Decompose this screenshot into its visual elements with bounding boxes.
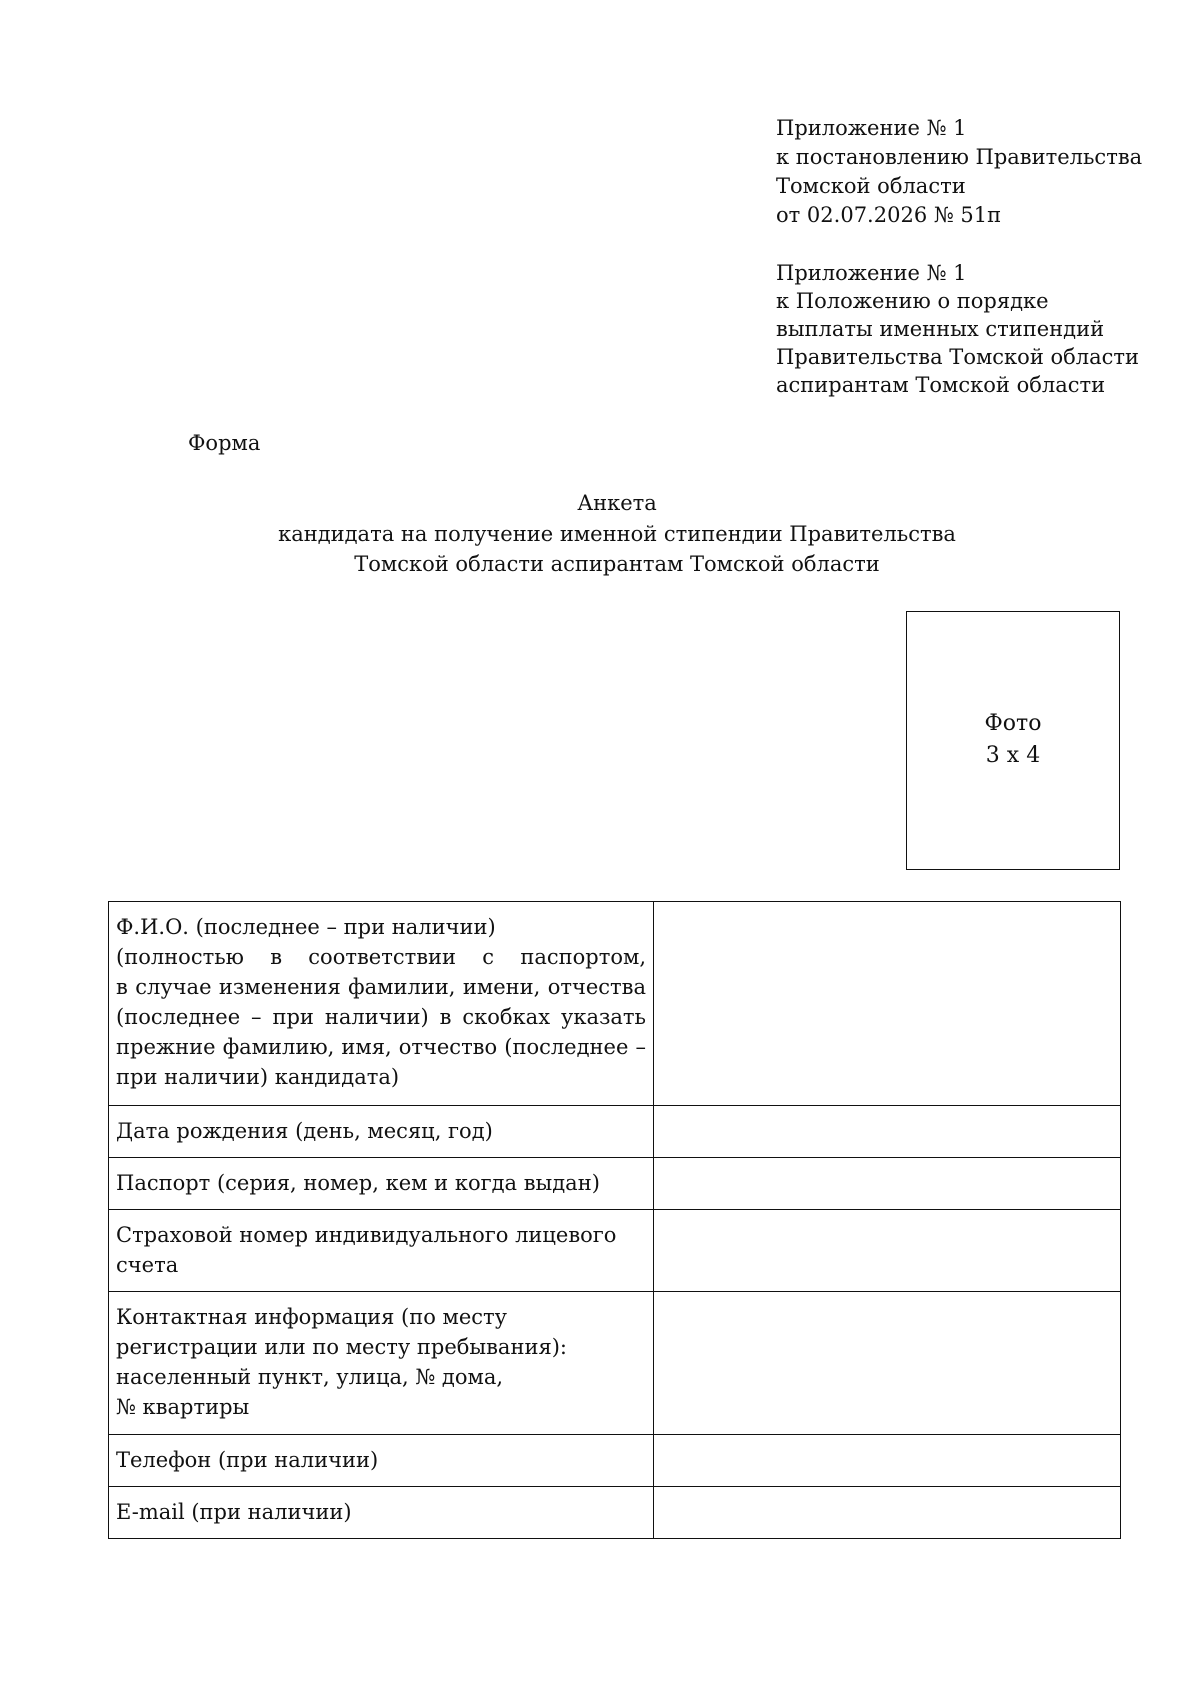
table-row-contact bbox=[109, 1292, 1121, 1435]
fio-label-line: Ф.И.О. (последнее – при наличии) bbox=[116, 915, 496, 939]
form-label: Форма bbox=[188, 431, 261, 455]
title-line-1: Анкета bbox=[577, 491, 657, 515]
title-line-2: кандидата на получение именной стипендии Правительства bbox=[278, 522, 956, 546]
fio-label-line: (последнее – при наличии) в скобках указать bbox=[116, 1005, 646, 1029]
appendix1-line-3: Томской области bbox=[776, 174, 966, 198]
appendix2-line-1: Приложение № 1 bbox=[776, 261, 967, 285]
snils-value-field[interactable] bbox=[654, 1210, 1121, 1292]
fio-label-line: прежние фамилию, имя, отчество (последнее – bbox=[116, 1035, 646, 1059]
email-label-line: E-mail (при наличии) bbox=[116, 1500, 352, 1524]
email-label bbox=[109, 1487, 654, 1539]
contact-label-line: населенный пункт, улица, № дома, bbox=[116, 1365, 504, 1389]
contact-label-line: регистрации или по месту пребывания): bbox=[116, 1335, 567, 1359]
appendix1-line-1: Приложение № 1 bbox=[776, 116, 967, 140]
title-line-3: Томской области аспирантам Томской области bbox=[354, 552, 880, 576]
birthdate-label bbox=[109, 1106, 654, 1158]
passport-label bbox=[109, 1158, 654, 1210]
table-row-phone bbox=[109, 1435, 1121, 1487]
table-row-email bbox=[109, 1487, 1121, 1539]
phone-value-field[interactable] bbox=[654, 1435, 1121, 1487]
appendix2-line-2: к Положению о порядке bbox=[776, 289, 1049, 313]
photo-label: Фото bbox=[984, 711, 1042, 736]
passport-value-field[interactable] bbox=[654, 1158, 1121, 1210]
phone-label-line: Телефон (при наличии) bbox=[116, 1448, 379, 1472]
phone-label bbox=[109, 1435, 654, 1487]
photo-placeholder bbox=[906, 611, 1120, 870]
birthdate-value-field[interactable] bbox=[654, 1106, 1121, 1158]
fio-label-line: при наличии) кандидата) bbox=[116, 1065, 400, 1089]
fio-label-line: в случае изменения фамилии, имени, отчества bbox=[116, 975, 646, 999]
appendix2-line-5: аспирантам Томской области bbox=[776, 373, 1106, 397]
contact-label-line: № квартиры bbox=[116, 1395, 250, 1419]
appendix1-line-4: от 02.07.2026 № 51п bbox=[776, 203, 1002, 227]
fio-value-field[interactable] bbox=[654, 902, 1121, 1106]
table-row-fio bbox=[109, 902, 1121, 1106]
email-value-field[interactable] bbox=[654, 1487, 1121, 1539]
appendix1-line-2: к постановлению Правительства bbox=[776, 145, 1143, 169]
table-row-passport bbox=[109, 1158, 1121, 1210]
contact-label-line: Контактная информация (по месту bbox=[116, 1305, 508, 1329]
contact-label bbox=[109, 1292, 654, 1435]
contact-value-field[interactable] bbox=[654, 1292, 1121, 1435]
photo-size: 3 х 4 bbox=[985, 743, 1041, 768]
birthdate-label-line: Дата рождения (день, месяц, год) bbox=[116, 1119, 493, 1143]
fio-label-line: (полностью в соответствии с паспортом, bbox=[116, 945, 646, 969]
candidate-form-table bbox=[108, 901, 1121, 1539]
table-row-snils bbox=[109, 1210, 1121, 1292]
appendix2-line-4: Правительства Томской области bbox=[776, 345, 1140, 369]
snils-label-line: счета bbox=[116, 1253, 179, 1277]
passport-label-line: Паспорт (серия, номер, кем и когда выдан) bbox=[116, 1171, 600, 1195]
snils-label bbox=[109, 1210, 654, 1292]
snils-label-line: Страховой номер индивидуального лицевого bbox=[116, 1223, 617, 1247]
appendix2-line-3: выплаты именных стипендий bbox=[776, 317, 1105, 341]
fio-label bbox=[109, 902, 654, 1106]
table-row-birthdate bbox=[109, 1106, 1121, 1158]
